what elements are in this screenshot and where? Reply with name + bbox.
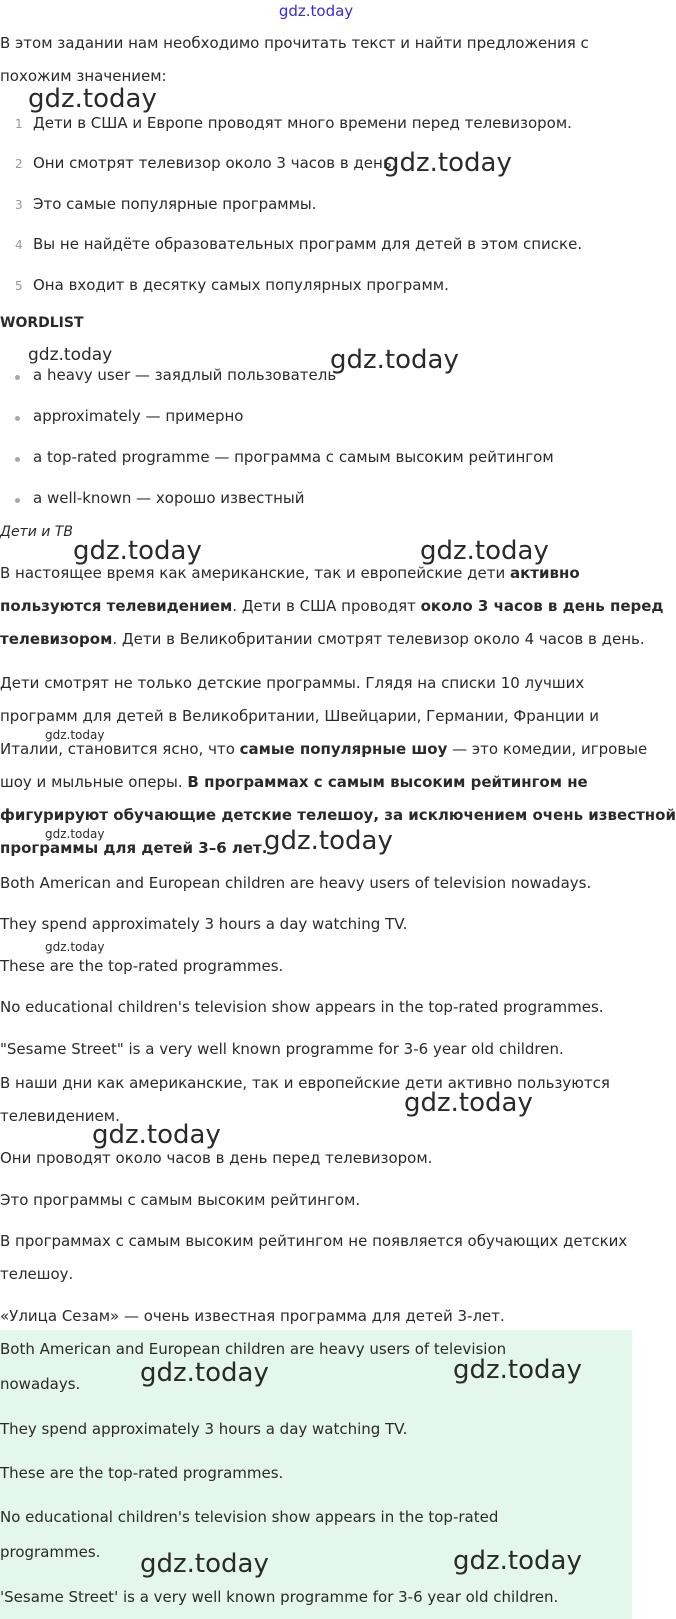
list-number: 1 xyxy=(15,117,23,131)
watermark: gdz.today xyxy=(28,345,113,365)
russian-sentence: телешоу. xyxy=(0,1265,74,1283)
bullet-icon xyxy=(15,457,20,462)
english-sentence: No educational children's television show appears in the top-rated programmes. xyxy=(0,998,604,1016)
list-number: 2 xyxy=(15,157,23,171)
article-line: телевизором. Дети в Великобритании смотрят телевизор около 4 часов в день. xyxy=(0,630,645,648)
answer-sentence: nowadays. xyxy=(0,1375,81,1393)
watermark: gdz.today xyxy=(45,940,105,954)
article-line: пользуются телевидением. Дети в США проводят около 3 часов в день перед xyxy=(0,597,664,615)
answer-sentence: 'Sesame Street' is a very well known programme for 3-6 year old children. xyxy=(0,1588,559,1606)
answer-sentence: Both American and European children are heavy users of television xyxy=(0,1340,507,1358)
answer-sentence: No educational children's television show appears in the top-rated xyxy=(0,1508,499,1526)
article-line: шоу и мыльные оперы. В программах с самым высоким рейтингом не xyxy=(0,773,588,791)
bullet-icon xyxy=(15,498,20,503)
article-line: фигурируют обучающие детские телешоу, за исключением очень известной xyxy=(0,806,676,824)
english-sentence: "Sesame Street" is a very well known programme for 3-6 year old children. xyxy=(0,1040,564,1058)
wordlist-heading: WORDLIST xyxy=(0,315,84,331)
list-item: Дети в США и Европе проводят много времени перед телевизором. xyxy=(33,114,572,132)
site-logo[interactable]: gdz.today xyxy=(278,2,354,20)
russian-sentence: телевидением. xyxy=(0,1107,120,1125)
watermark: gdz.today xyxy=(92,1120,221,1150)
article-line: Италии, становится ясно, что самые популярные шоу — это комедии, игровые xyxy=(0,740,648,758)
list-item: Они смотрят телевизор около 3 часов в день. xyxy=(33,154,397,172)
wordlist-item: approximately — примерно xyxy=(33,407,244,425)
list-item: Это самые популярные программы. xyxy=(33,195,317,213)
list-item: Вы не найдёте образовательных программ для детей в этом списке. xyxy=(33,235,583,253)
article-line: Дети смотрят не только детские программы. Глядя на списки 10 лучших xyxy=(0,674,585,692)
intro-line: похожим значением: xyxy=(0,67,167,85)
wordlist-item: a heavy user — заядлый пользователь xyxy=(33,366,337,384)
wordlist-item: a top-rated programme — программа с самым высоким рейтингом xyxy=(33,448,554,466)
watermark: gdz.today xyxy=(45,728,105,742)
watermark: gdz.today xyxy=(453,1546,582,1576)
article-line: В настоящее время как американские, так и европейские дети активно xyxy=(0,564,580,582)
article-line: программы для детей 3–6 лет. xyxy=(0,839,268,857)
answer-sentence: programmes. xyxy=(0,1543,101,1561)
list-item: Она входит в десятку самых популярных программ. xyxy=(33,276,449,294)
watermark: gdz.today xyxy=(140,1358,269,1388)
watermark: gdz.today xyxy=(140,1549,269,1579)
answer-sentence: They spend approximately 3 hours a day watching TV. xyxy=(0,1420,408,1438)
watermark: gdz.today xyxy=(383,148,512,178)
bullet-icon xyxy=(15,375,20,380)
russian-sentence: «Улица Сезам» — очень известная программа для детей 3-лет. xyxy=(0,1307,505,1325)
english-sentence: Both American and European children are heavy users of television nowadays. xyxy=(0,874,592,892)
wordlist-item: a well-known — хорошо известный xyxy=(33,489,305,507)
watermark: gdz.today xyxy=(73,536,202,566)
english-sentence: These are the top-rated programmes. xyxy=(0,957,284,975)
list-number: 3 xyxy=(15,198,23,212)
intro-line: В этом задании нам необходимо прочитать текст и найти предложения с xyxy=(0,34,589,52)
watermark: gdz.today xyxy=(330,345,459,375)
russian-sentence: В программах с самым высоким рейтингом не появляется обучающих детских xyxy=(0,1232,628,1250)
watermark: gdz.today xyxy=(45,827,105,841)
watermark: gdz.today xyxy=(453,1355,582,1385)
list-number: 5 xyxy=(15,279,23,293)
article-title: Дети и ТВ xyxy=(0,524,73,540)
russian-sentence: Это программы с самым высоким рейтингом. xyxy=(0,1191,361,1209)
watermark: gdz.today xyxy=(404,1088,533,1118)
answer-sentence: These are the top-rated programmes. xyxy=(0,1464,284,1482)
watermark: gdz.today xyxy=(420,536,549,566)
watermark: gdz.today xyxy=(28,84,157,114)
list-number: 4 xyxy=(15,238,23,252)
russian-sentence: В наши дни как американские, так и европейские дети активно пользуются xyxy=(0,1074,610,1092)
bullet-icon xyxy=(15,416,20,421)
russian-sentence: Они проводят около часов в день перед телевизором. xyxy=(0,1149,433,1167)
watermark: gdz.today xyxy=(264,826,393,856)
english-sentence: They spend approximately 3 hours a day watching TV. xyxy=(0,915,408,933)
article-line: программ для детей в Великобритании, Швейцарии, Германии, Франции и xyxy=(0,707,600,725)
